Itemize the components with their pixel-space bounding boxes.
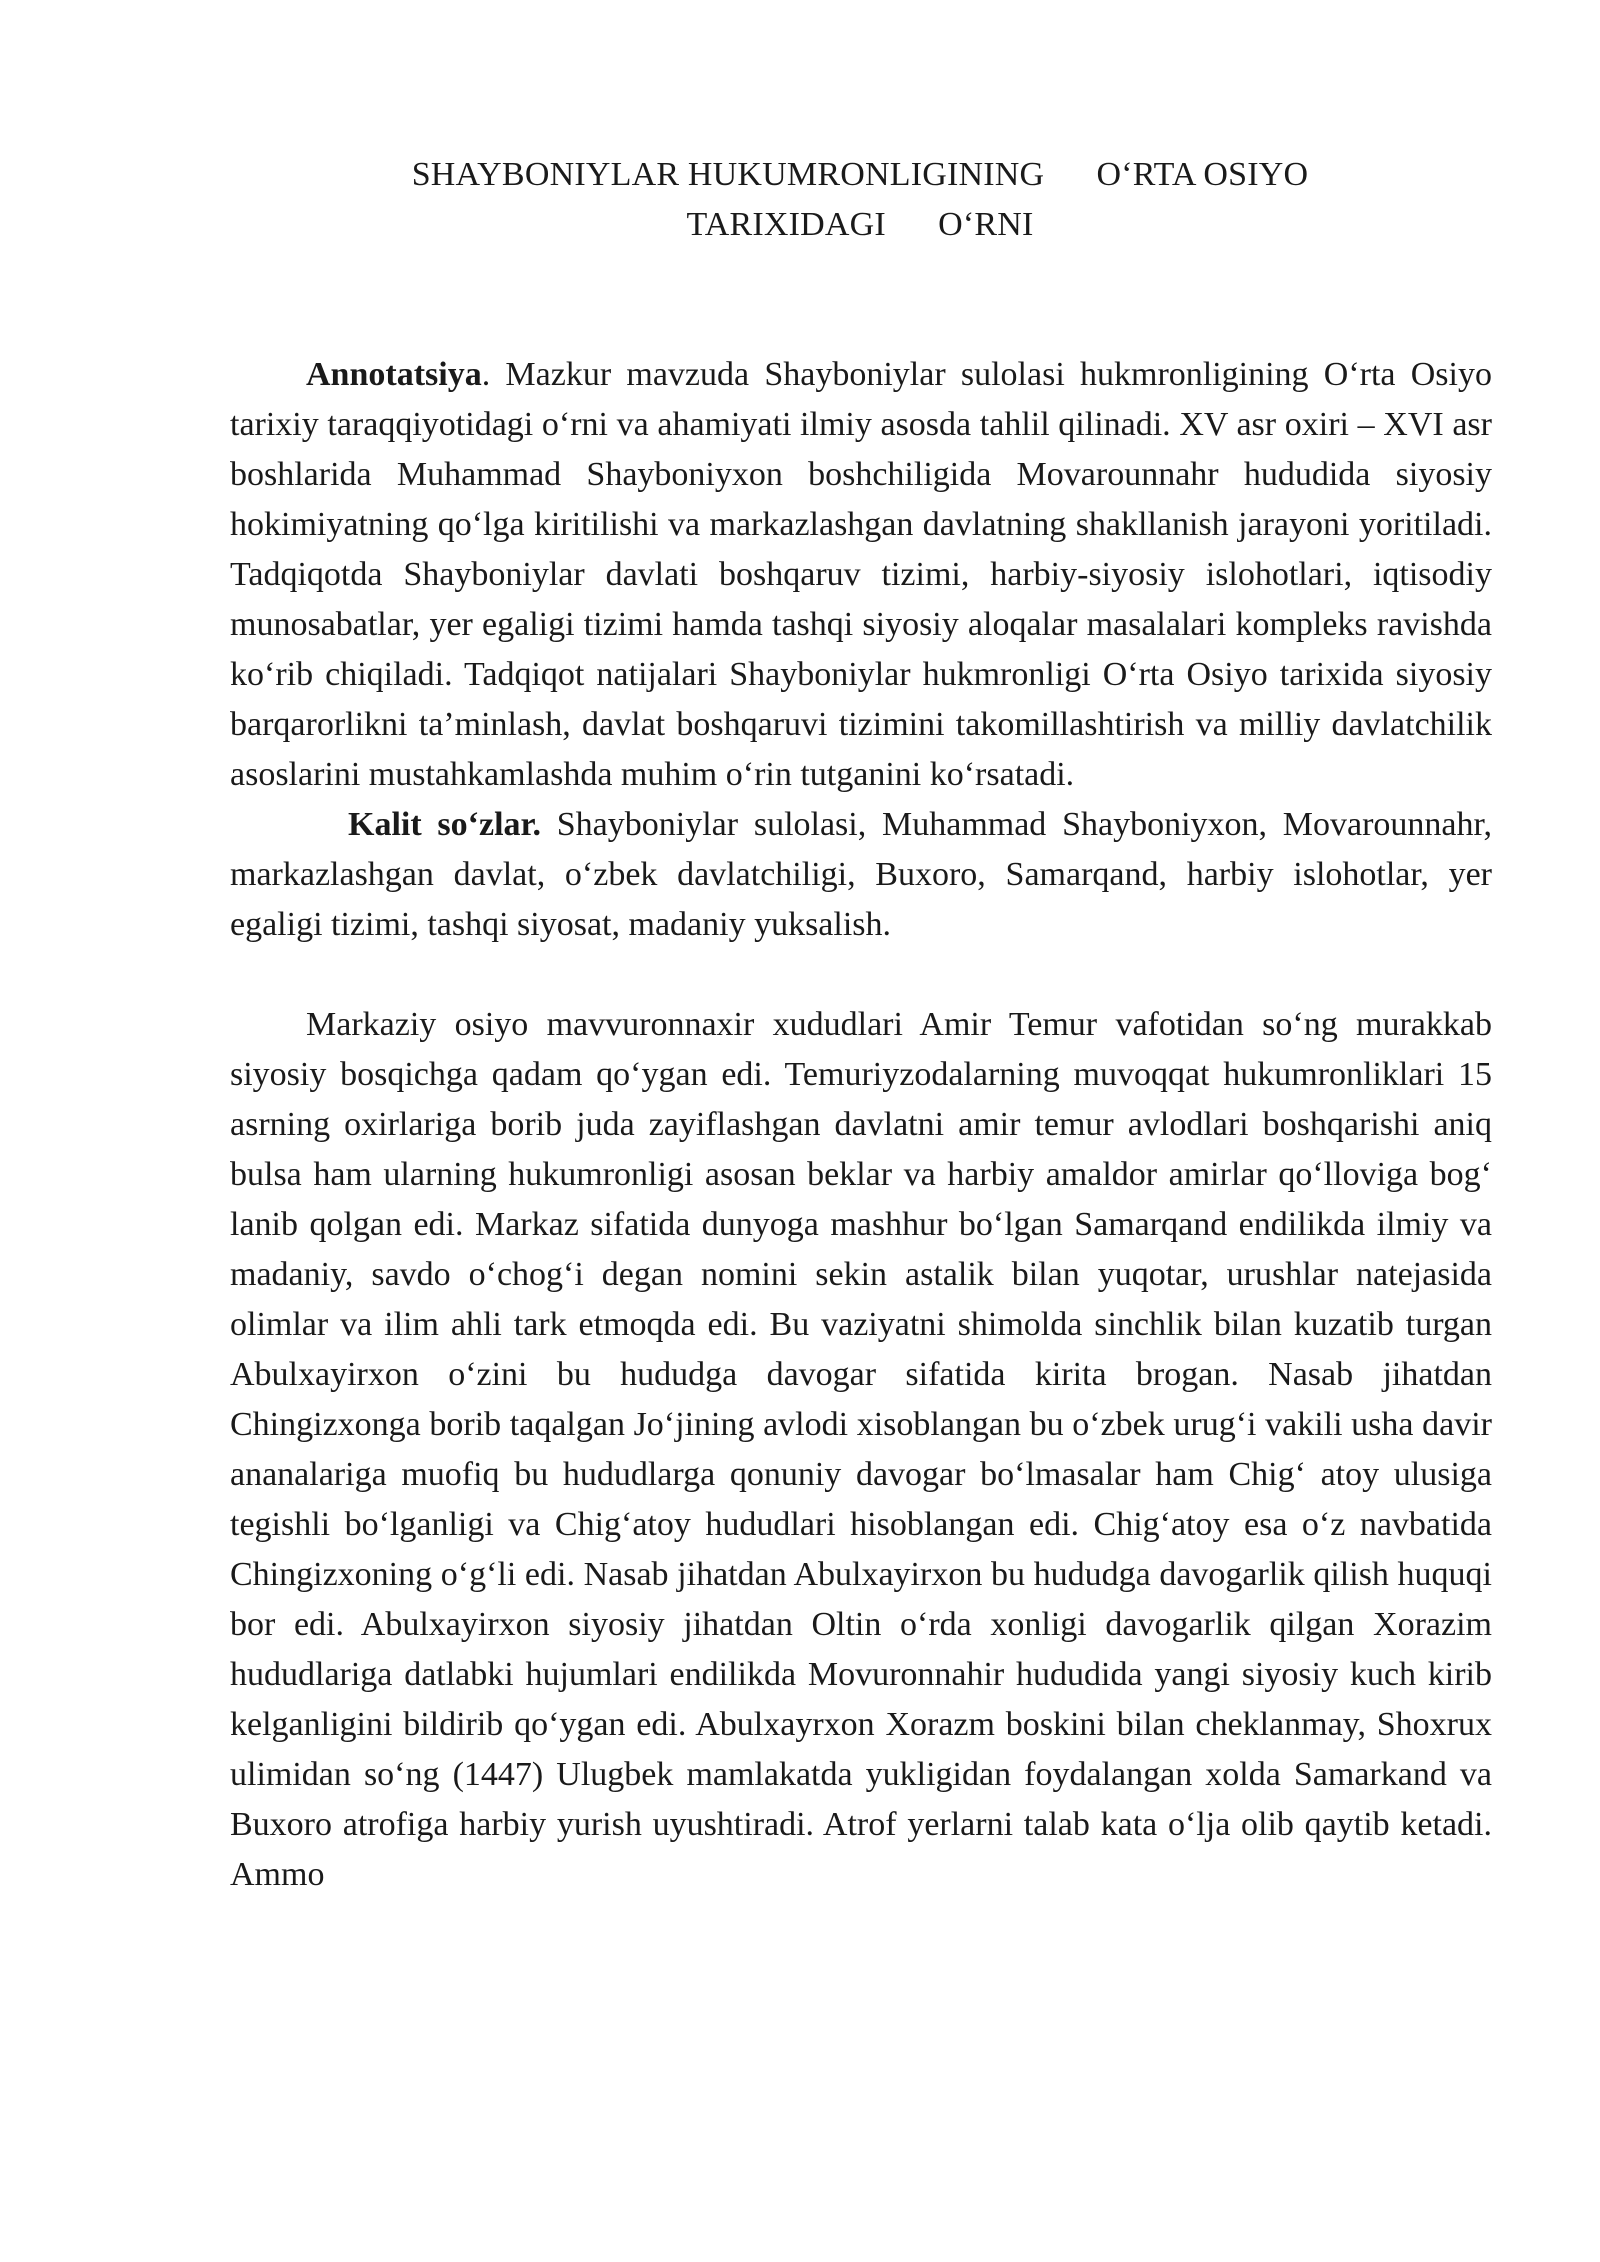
keywords-text: Shayboniylar sulolasi, Muhammad Shayboniyxon, Movarounnahr, markazlashgan davlat, o‘zbek davlatchiligi, Buxoro, Samarqand, harbiy islohotlar, yer egaligi tizimi, tashqi siyosat, madaniy yuksalish.	[230, 806, 1492, 943]
title-line-1: SHAYBONIYLAR HUKUMRONLIGINING O‘RTA OSIYO	[411, 156, 1309, 193]
annotation-label: Annotatsiya	[306, 356, 482, 393]
main-paragraph: Markaziy osiyo mavvuronnaxir xududlari Amir Temur vafotidan so‘ng murakkab siyosiy bosqichga qadam qo‘ygan edi. Temuriyzodalarning muvoqqat hukumronliklari 15 asrning oxirlariga borib juda zayiflashgan davlatni amir temur avlodlari boshqarishi aniq bulsa ham ularning hukumronligi asosan beklar va harbiy amaldor amirlar qo‘lloviga bog‘ lanib qolgan edi. Markaz sifatida dunyoga mashhur bo‘lgan Samarqand endilikda ilmiy va madaniy, savdo o‘chog‘i degan nomini sekin astalik bilan yuqotar, urushlar natejasida olimlar va ilim ahli tark etmoqda edi. Bu vaziyatni shimolda sinchlik bilan kuzatib turgan Abulxayirxon o‘zini bu hududga davogar sifatida kirita brogan. Nasab jihatdan Chingizxonga borib taqalgan Jo‘jining avlodi xisoblangan bu o‘zbek urug‘i vakili usha davir ananalariga muofiq bu hududlarga qonuniy davogar bo‘lmasalar ham Chig‘ atoy ulusiga tegishli bo‘lganligi va Chig‘atoy hududlari hisoblangan edi. Chig‘atoy esa o‘z navbatida Chingizxoning o‘g‘li edi. Nasab jihatdan Abulxayirxon bu hududga davogarlik qilish huquqi bor edi. Abulxayirxon siyosiy jihatdan Oltin o‘rda xonligi davogarlik qilgan Xorazim hududlariga datlabki hujumlari endilikda Movuronnahir hududida yangi siyosiy kuch kirib kelganligini bildirib qo‘ygan edi. Abulxayrxon Xorazm boskini bilan cheklanmay, Shoxrux ulimidan so‘ng (1447) Ulugbek mamlakatda yukligidan foydalangan xolda Samarkand va Buxoro atrofiga harbiy yurish uyushtiradi. Atrof yerlarni talab kata o‘lja olib qaytib ketadi. Ammo	[230, 1006, 1492, 1893]
document-title	[230, 150, 1490, 250]
annotation-text: . Mazkur mavzuda Shayboniylar sulolasi hukmronligining O‘rta Osiyo tarixiy taraqqiyotidagi o‘rni va ahamiyati ilmiy asosda tahlil qilinadi. XV asr oxiri – XVI asr boshlarida Muhammad Shayboniyxon boshchiligida Movarounnahr hududida siyosiy hokimiyatning qo‘lga kiritilishi va markazlashgan davlatning shakllanish jarayoni yoritiladi. Tadqiqotda Shayboniylar davlati boshqaruv tizimi, harbiy-siyosiy islohotlari, iqtisodiy munosabatlar, yer egaligi tizimi hamda tashqi siyosiy aloqalar masalalari kompleks ravishda ko‘rib chiqiladi. Tadqiqot natijalari Shayboniylar hukmronligi O‘rta Osiyo tarixida siyosiy barqarorlikni ta’minlash, davlat boshqaruvi tizimini takomillashtirish va milliy davlatchilik asoslarini mustahkamlashda muhim o‘rin tutganini ko‘rsatadi.	[230, 356, 1492, 793]
keywords-paragraph	[230, 800, 1492, 950]
annotation-paragraph	[230, 350, 1492, 800]
document-body	[230, 350, 1492, 1900]
keywords-label: Kalit so‘zlar.	[348, 806, 541, 843]
title-line-2: TARIXIDAGI O‘RNI	[686, 206, 1034, 243]
